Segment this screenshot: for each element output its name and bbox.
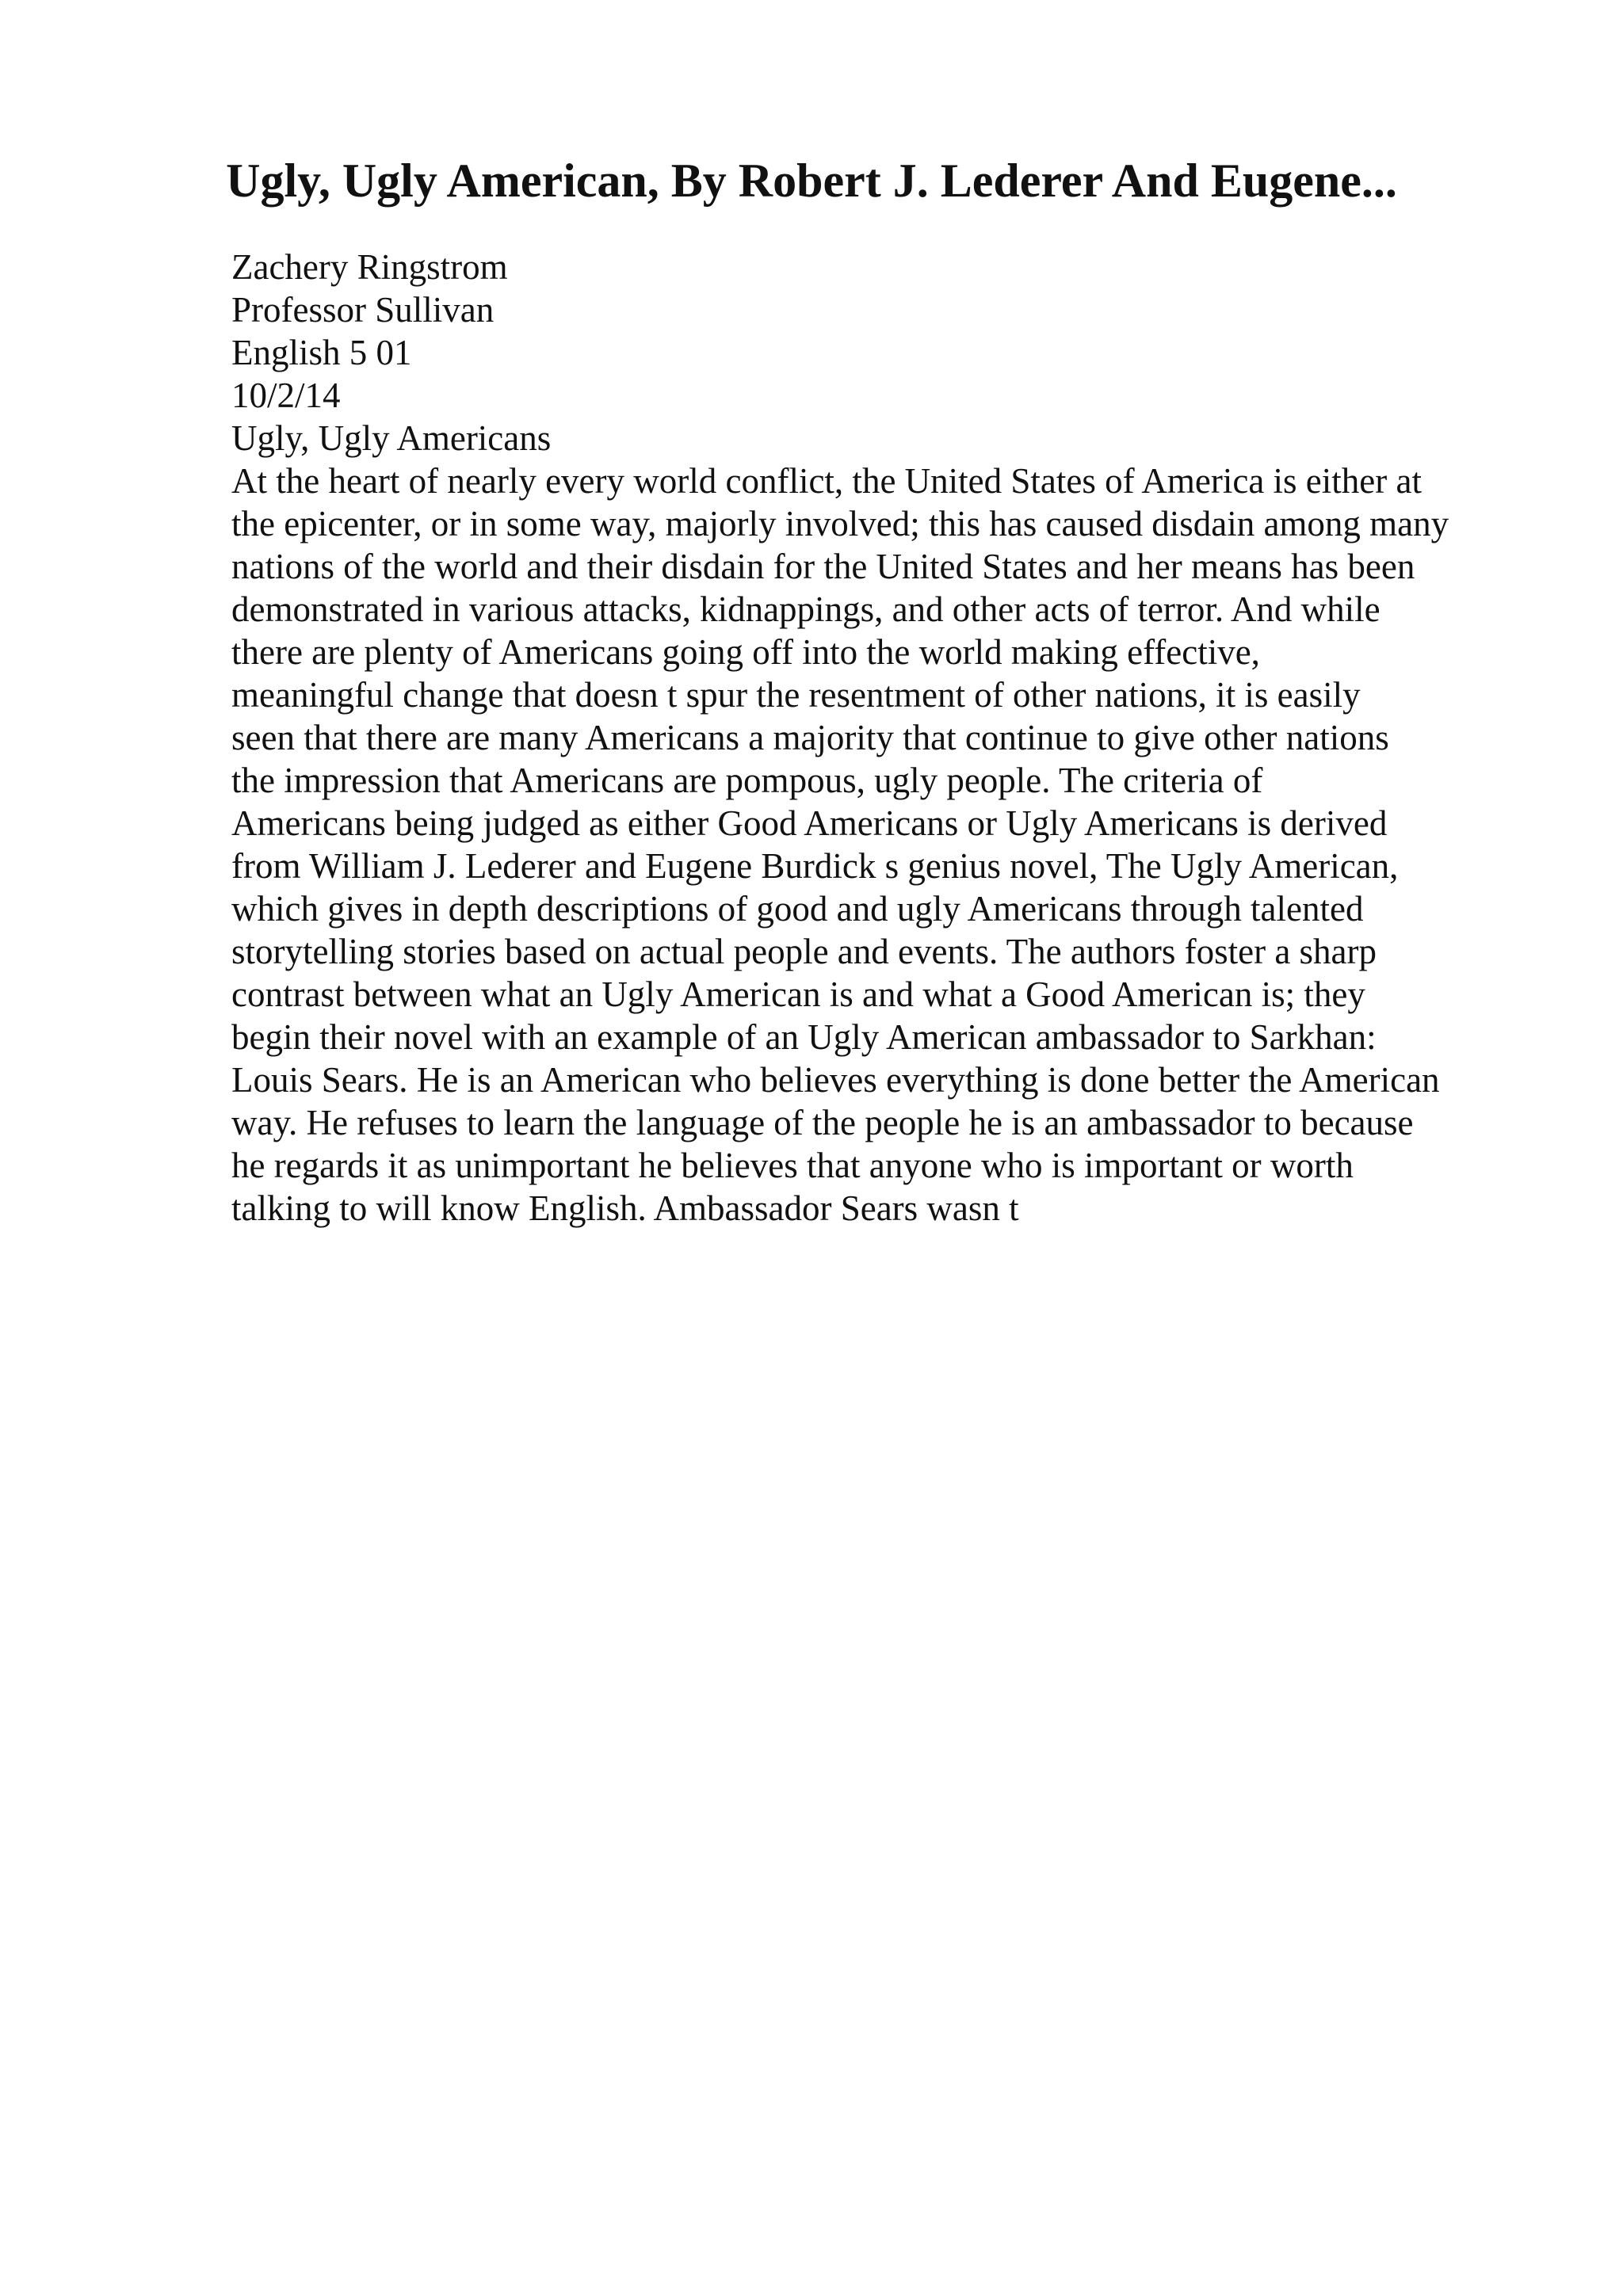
body-line: there are plenty of Americans going off into the world making effective, (231, 632, 1260, 672)
body-line: nations of the world and their disdain for the United States and her means has been (231, 547, 1415, 586)
body-line: storytelling stories based on actual people and events. The authors foster a sharp (231, 932, 1377, 971)
body-line: the impression that Americans are pompous, ugly people. The criteria of (231, 761, 1263, 800)
document-title: Ugly, Ugly American, By Robert J. Lederer And Eugene... (226, 154, 1397, 207)
body-line: meaningful change that doesn t spur the resentment of other nations, it is easily (231, 675, 1361, 715)
body-line: seen that there are many Americans a majority that continue to give other nations (231, 718, 1389, 757)
body-line: which gives in depth descriptions of good and ugly Americans through talented (231, 889, 1364, 929)
author-name: Zachery Ringstrom (231, 247, 508, 287)
document-body (231, 246, 1531, 1230)
body-line: the epicenter, or in some way, majorly involved; this has caused disdain among many (231, 504, 1449, 543)
body-line: from William J. Lederer and Eugene Burdick s genius novel, The Ugly American, (231, 846, 1399, 886)
essay-title: Ugly, Ugly Americans (231, 418, 552, 458)
body-line: way. He refuses to learn the language of the people he is an ambassador to because (231, 1103, 1414, 1142)
document-date: 10/2/14 (231, 376, 341, 415)
body-line: At the heart of nearly every world conflict, the United States of America is either at (231, 461, 1422, 501)
body-line: begin their novel with an example of an Ugly American ambassador to Sarkhan: (231, 1017, 1377, 1057)
body-line: demonstrated in various attacks, kidnappings, and other acts of terror. And while (231, 589, 1381, 629)
professor-name: Professor Sullivan (231, 290, 495, 330)
body-line: Louis Sears. He is an American who believes everything is done better the American (231, 1060, 1440, 1100)
body-line: talking to will know English. Ambassador Sears wasn t (231, 1188, 1019, 1228)
body-line: contrast between what an Ugly American is and what a Good American is; they (231, 974, 1365, 1014)
body-line: he regards it as unimportant he believes that anyone who is important or worth (231, 1146, 1354, 1185)
body-line: Americans being judged as either Good Americans or Ugly Americans is derived (231, 803, 1388, 843)
course-name: English 5 01 (231, 333, 412, 372)
